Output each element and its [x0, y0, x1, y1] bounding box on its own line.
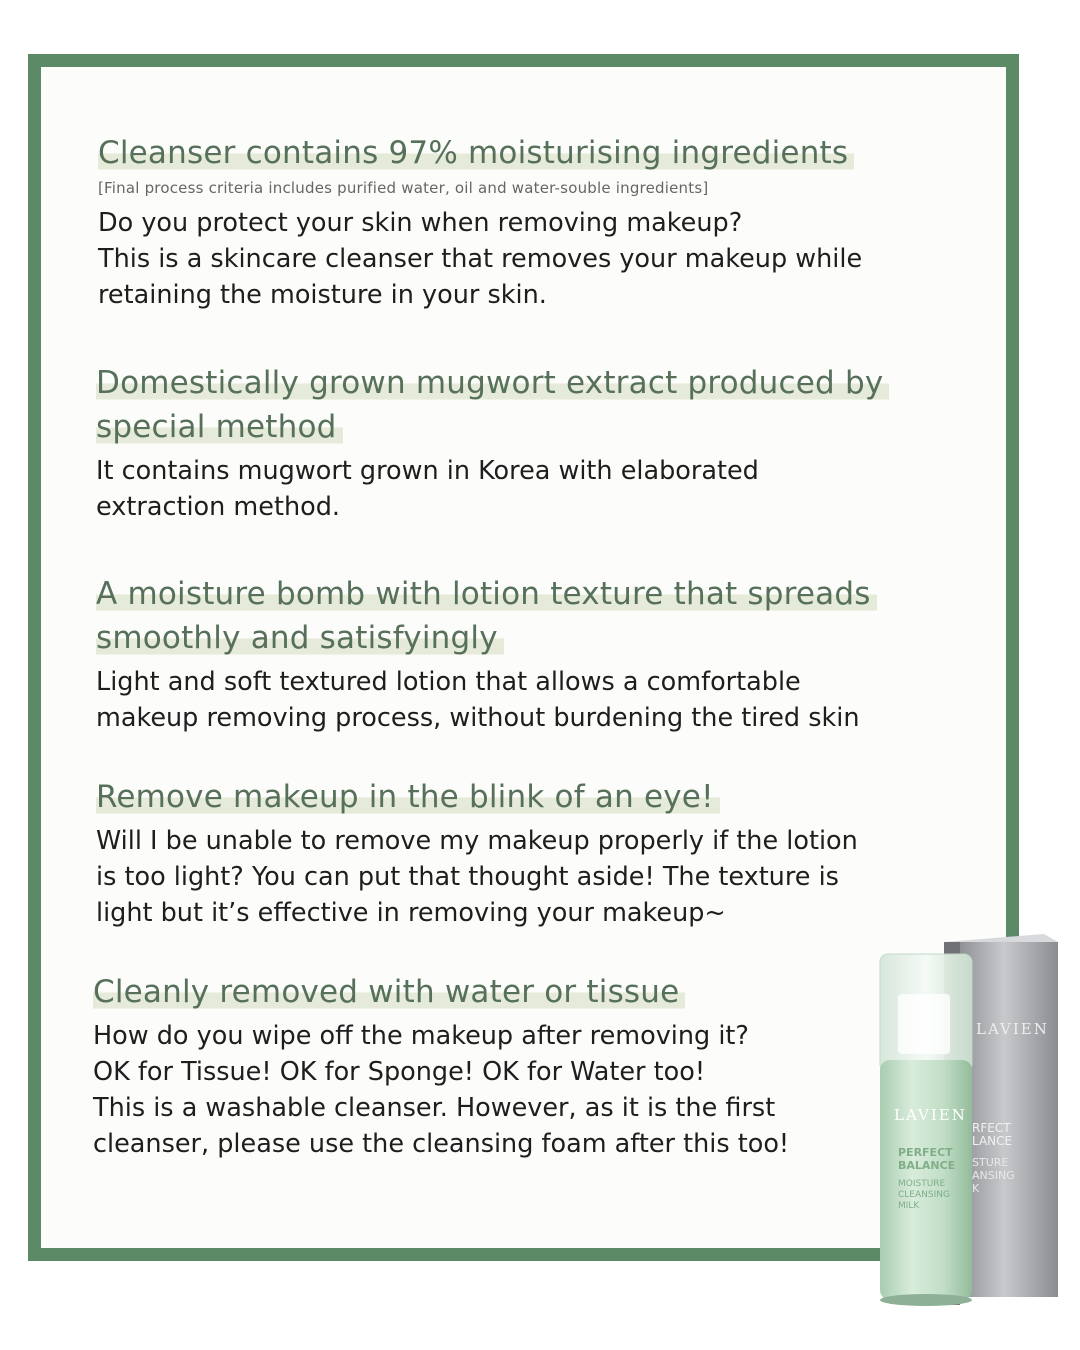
body-line: This is a skincare cleanser that removes your makeup while	[98, 244, 863, 274]
bottle-name-line: PERFECT	[898, 1146, 953, 1159]
body-line: Will I be unable to remove my makeup properly if the lotion	[96, 826, 858, 856]
body-line: How do you wipe off the makeup after removing it?	[93, 1021, 749, 1051]
bottle-type-line: CLEANSING	[898, 1190, 950, 1200]
section-heading-line: smoothly and satisfyingly	[96, 620, 504, 656]
box-name-line: RFECT	[972, 1121, 1011, 1135]
body-line: is too light? You can put that thought aside! The texture is	[96, 862, 839, 892]
body-line: retaining the moisture in your skin.	[98, 280, 547, 310]
content-frame	[28, 54, 1019, 1261]
section-heading: Remove makeup in the blink of an eye!	[96, 779, 720, 815]
section-texture	[96, 572, 877, 736]
body-line: It contains mugwort grown in Korea with elaborated	[96, 456, 759, 486]
section-heading-line: special method	[96, 409, 343, 445]
box-type-line: STURE	[972, 1156, 1009, 1169]
bottle-name-line: BALANCE	[898, 1159, 956, 1172]
box-type-line: ANSING	[972, 1169, 1015, 1182]
box-type-line: K	[972, 1182, 980, 1195]
section-heading-line: A moisture bomb with lotion texture that spreads	[96, 576, 877, 612]
body-line: Do you protect your skin when removing makeup?	[98, 208, 743, 238]
bottle-brand: LAVIEN	[894, 1106, 967, 1124]
section-heading-line: Domestically grown mugwort extract produced by	[96, 365, 889, 401]
box-brand: LAVIEN	[976, 1020, 1049, 1038]
section-body	[93, 1018, 789, 1162]
section-water-tissue	[93, 970, 789, 1162]
section-blink	[96, 775, 858, 931]
body-line: OK for Tissue! OK for Sponge! OK for Water too!	[93, 1057, 706, 1087]
section-moisturising	[98, 131, 862, 313]
section-body	[96, 453, 889, 525]
body-line: light but it’s effective in removing your makeup~	[96, 898, 726, 928]
section-mugwort	[96, 361, 889, 525]
bottle-type-line: MOISTURE	[898, 1179, 946, 1189]
body-line: Light and soft textured lotion that allows a comfortable	[96, 667, 801, 697]
body-line: This is a washable cleanser. However, as it is the first	[93, 1093, 776, 1123]
section-heading: Cleanser contains 97% moisturising ingredients	[98, 135, 854, 171]
product-image	[872, 930, 1072, 1315]
section-body	[98, 205, 862, 313]
bottle-type-line: MILK	[898, 1201, 920, 1211]
footnote: [Final process criteria includes purified water, oil and water-souble ingredients]	[98, 179, 709, 197]
box-name-line: LANCE	[972, 1134, 1013, 1148]
body-line: extraction method.	[96, 492, 340, 522]
product-bottle	[880, 954, 972, 1306]
section-body	[96, 664, 877, 736]
section-body	[96, 823, 858, 931]
body-line: cleanser, please use the cleansing foam after this too!	[93, 1129, 790, 1159]
section-heading: Cleanly removed with water or tissue	[93, 974, 685, 1010]
body-line: makeup removing process, without burdening the tired skin	[96, 703, 860, 733]
